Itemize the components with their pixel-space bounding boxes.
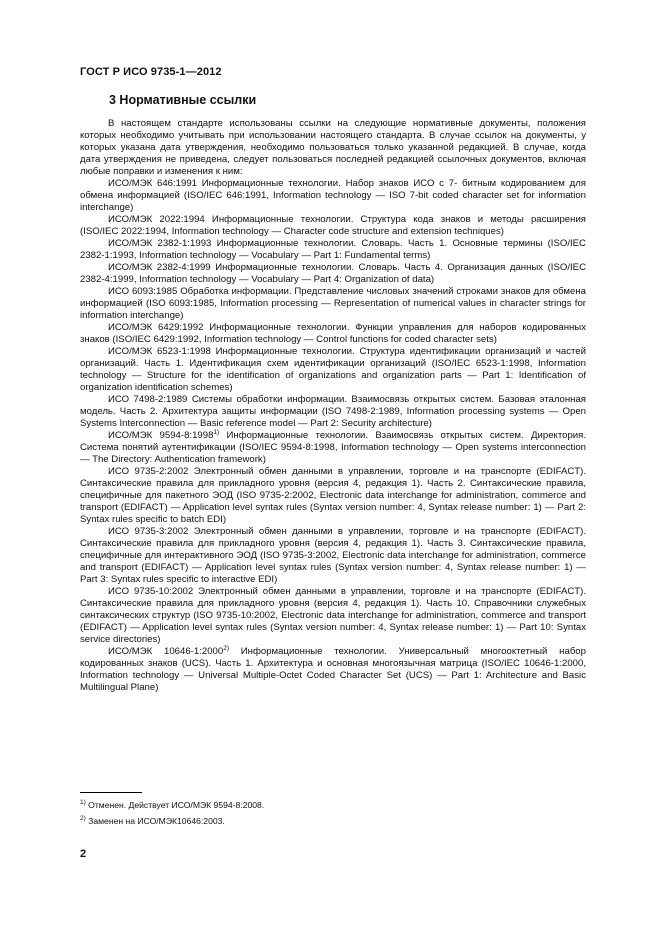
reference-iso-iec-9594-8 — [80, 430, 586, 466]
reference-iso-6093: ИСО 6093:1985 Обработка информации. Представление числовых значений строками знаков для обмена информацией (ISO 6093:1985, Information processing — Representation of numerical values in character strings for information interchange) — [80, 286, 586, 321]
reference-iso-iec-6429: ИСО/МЭК 6429:1992 Информационные технологии. Функции управления для наборов кодированных знаков (ISO/IEC 6429:1992, Information technology — Control functions for coded character sets) — [80, 322, 586, 345]
reference-iso-iec-2382-4: ИСО/МЭК 2382-4:1999 Информационные технологии. Словарь. Часть 4. Организация данных (ISO/IEC 2382-4:1999, Information technology — Vocabulary — Part 4: Organization of data) — [80, 262, 586, 285]
reference-iso-iec-2382-1: ИСО/МЭК 2382-1:1993 Информационные технологии. Словарь. Часть 1. Основные термины (ISO/IEC 2382-1:1993, Information technology — Vocabulary — Part 1: Fundamental terms) — [80, 238, 586, 261]
reference-iso-9735-2: ИСО 9735-2:2002 Электронный обмен данными в управлении, торговле и на транспорте (EDIFACT). Синтаксические правила для прикладного уровня (версия 4, редакция 1). Часть 2. Синтаксические правила, специфичные для пакетного ЭОД (ISO 9735-2:2002, Electronic data interchange for administration, commerce and transport (EDIFACT) — Application level syntax rules (Syntax version number: 4, Syntax release number: 1) — Part 2: Syntax rules specific to batch EDI) — [80, 466, 586, 525]
footnote-separator — [80, 792, 142, 793]
reference-iso-9735-10: ИСО 9735-10:2002 Электронный обмен данными в управлении, торговле и на транспорте (EDIFACT). Синтаксические правила для прикладного уровня (версия 4, редакция 1). Часть 10. Справочники служебных синтаксических структур (ISO 9735-10:2002, Electronic data interchange for administration, commerce and transport (EDIFACT) — Application level syntax rules (Syntax version number: 4, Syntax release number: 1) — Part 10: Syntax service directories) — [80, 586, 586, 645]
footnote-text: Отменен. Действует ИСО/МЭК 9594-8:2008. — [85, 800, 265, 810]
reference-title: Информационные технологии. Взаимосвязь открытых систем. Директория. Система понятий аутентификации (ISO/IEC 9594-8:1998, Information technology — Open systems interconnection — The Directory: Authentication framework) — [80, 430, 587, 465]
reference-code: ИСО/МЭК 9594-8:1998 — [108, 430, 214, 441]
reference-iso-iec-10646-1 — [80, 646, 586, 694]
reference-iso-iec-6523-1: ИСО/МЭК 6523-1:1998 Информационные технологии. Структура идентификации организаций и частей организаций. Часть 1. Идентификация схем идентификации организаций (ISO/IEC 6523-1:1998, Information technology — Structure for the identification of organizations and organization parts — Part 1: Identification of organization identification schemes) — [80, 346, 586, 393]
reference-title: Информационные технологии. Универсальный многооктетный набор кодированных знаков (UCS). Часть 1. Архитектура и основная многоязычная матрица (ISO/IEC 10646-1:2000, Information technology — Universal Multiple-Octet Coded Character Set (UCS) — Part 1: Architecture and Basic Multilingual Plane) — [80, 646, 586, 693]
reference-iso-iec-646: ИСО/МЭК 646:1991 Информационные технологии. Набор знаков ИСО с 7- битным кодированием для обмена информацией (ISO/IEC 646:1991, Information technology — ISO 7-bit coded character set for information interchange) — [80, 178, 586, 213]
reference-iso-7498-2: ИСО 7498-2:1989 Системы обработки информации. Взаимосвязь открытых систем. Базовая эталонная модель. Часть 2. Архитектура защиты информации (ISO 7498-2:1989, Information processing systems — Open Systems Interconnection — Basic reference model — Part 2: Security architecture) — [80, 394, 586, 429]
footnote-mark: 2) — [80, 815, 86, 822]
page-number: 2 — [80, 848, 87, 860]
intro-paragraph: В настоящем стандарте использованы ссылки на следующие нормативные документы, положения которых необходимо учитывать при использовании настоящего стандарта. В случае ссылок на документы, у которых указана дата утверждения, необходимо пользоваться только указанной редакцией. В случае, когда дата утверждения не приведена, следует пользоваться последней редакцией ссылочных документов, включая любые поправки и изменения к ним: — [80, 118, 586, 177]
reference-iso-iec-2022: ИСО/МЭК 2022:1994 Информационные технологии. Структура кода знаков и методы расширения (ISO/IEC 2022:1994, Information technology — Character code structure and extension techniques) — [80, 214, 586, 237]
footnote-2 — [80, 813, 264, 829]
footnotes — [80, 797, 264, 829]
section-body — [80, 118, 586, 694]
section-title: 3 Нормативные ссылки — [109, 93, 257, 107]
footnote-1 — [80, 797, 264, 813]
footnote-mark: 1) — [80, 799, 86, 806]
document-header: ГОСТ Р ИСО 9735-1—2012 — [80, 66, 222, 78]
footnote-marker: 1) — [213, 429, 220, 436]
footnote-marker: 2) — [223, 645, 229, 652]
reference-iso-9735-3: ИСО 9735-3:2002 Электронный обмен данными в управлении, торговле и на транспорте (EDIFACT). Синтаксические правила для прикладного уровня (версия 4, редакция 1). Часть 3. Синтаксические правила, специфичные для интерактивного ЭОД (ISO 9735-3:2002, Electronic data interchange for administration, commerce and transport (EDIFACT) — Application level syntax rules (Syntax version number: 4, Syntax release number: 1) — Part 3: Syntax rules specific to interactive EDI) — [80, 526, 586, 585]
reference-code: ИСО/МЭК 10646-1:2000 — [108, 646, 224, 657]
footnote-text: Заменен на ИСО/МЭК10646:2003. — [85, 816, 225, 826]
